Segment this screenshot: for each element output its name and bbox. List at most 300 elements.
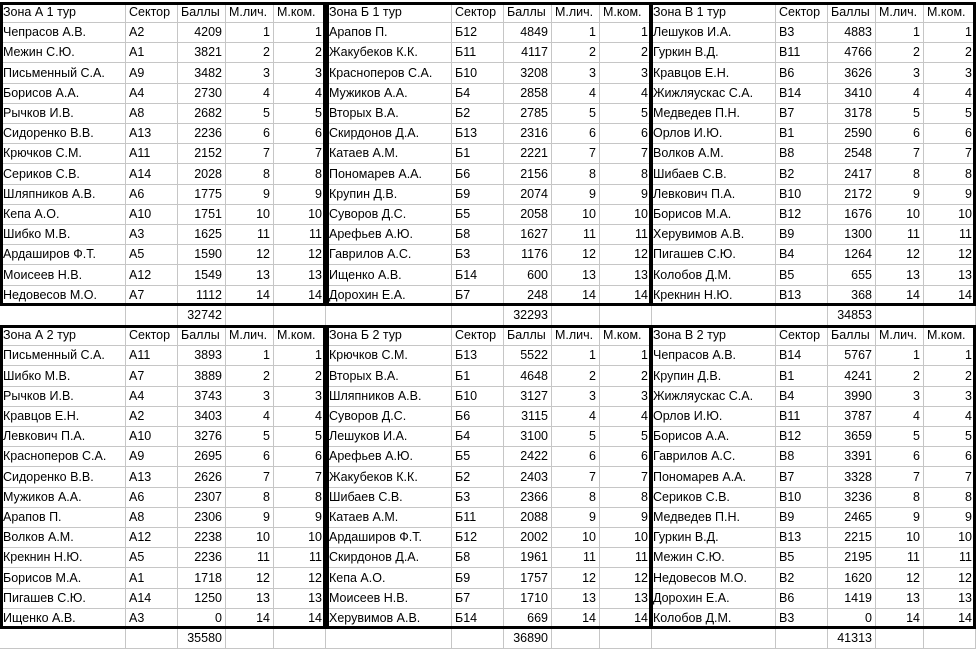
col-header-place-team[interactable]: М.ком. [274, 2, 326, 23]
cell-sector[interactable]: А7 [126, 366, 178, 387]
cell-sector[interactable]: Б6 [452, 164, 504, 185]
cell-score[interactable]: 2221 [504, 143, 552, 164]
cell-name[interactable]: Волков А.М. [0, 527, 126, 548]
cell-place-personal[interactable]: 10 [552, 204, 600, 225]
cell-name[interactable]: Жижляускас С.А. [650, 386, 776, 407]
cell-score[interactable]: 248 [504, 285, 552, 306]
cell-score[interactable]: 3482 [178, 63, 226, 84]
cell-place-personal[interactable]: 11 [226, 224, 274, 245]
cell-place-team[interactable]: 13 [924, 588, 976, 609]
cell-place-team[interactable]: 3 [600, 63, 652, 84]
cell-score[interactable]: 1300 [828, 224, 876, 245]
col-header-place-team[interactable]: М.ком. [274, 325, 326, 346]
empty-cell[interactable] [326, 305, 452, 326]
cell-score[interactable]: 3236 [828, 487, 876, 508]
total-score[interactable]: 34853 [828, 305, 876, 326]
cell-score[interactable]: 2156 [504, 164, 552, 185]
cell-sector[interactable]: Б6 [452, 406, 504, 427]
cell-name[interactable]: Ищенко А.В. [326, 265, 452, 286]
col-header-place-team[interactable]: М.ком. [600, 2, 652, 23]
cell-score[interactable]: 2306 [178, 507, 226, 528]
cell-place-personal[interactable]: 12 [876, 568, 924, 589]
cell-sector[interactable]: А12 [126, 265, 178, 286]
empty-cell[interactable] [600, 305, 652, 326]
cell-place-personal[interactable]: 9 [226, 184, 274, 205]
cell-score[interactable]: 0 [178, 608, 226, 629]
empty-cell[interactable] [0, 305, 126, 326]
cell-name[interactable]: Борисов М.А. [650, 204, 776, 225]
cell-place-personal[interactable]: 10 [552, 527, 600, 548]
cell-sector[interactable]: Б12 [452, 22, 504, 43]
cell-name[interactable]: Шляпников А.В. [326, 386, 452, 407]
cell-sector[interactable]: А1 [126, 42, 178, 63]
cell-score[interactable]: 3115 [504, 406, 552, 427]
cell-place-team[interactable]: 11 [274, 224, 326, 245]
empty-cell[interactable] [452, 305, 504, 326]
cell-place-team[interactable]: 5 [924, 103, 976, 124]
cell-sector[interactable]: А8 [126, 103, 178, 124]
cell-place-personal[interactable]: 14 [552, 608, 600, 629]
cell-place-personal[interactable]: 3 [552, 386, 600, 407]
cell-score[interactable]: 1627 [504, 224, 552, 245]
cell-place-personal[interactable]: 5 [876, 103, 924, 124]
cell-name[interactable]: Жакубеков К.К. [326, 42, 452, 63]
cell-score[interactable]: 4648 [504, 366, 552, 387]
cell-name[interactable]: Кравцов Е.Н. [0, 406, 126, 427]
cell-place-team[interactable]: 12 [600, 244, 652, 265]
cell-name[interactable]: Шибаев С.В. [650, 164, 776, 185]
cell-score[interactable]: 3208 [504, 63, 552, 84]
cell-score[interactable]: 4766 [828, 42, 876, 63]
empty-cell[interactable] [126, 628, 178, 649]
col-header-score[interactable]: Баллы [504, 325, 552, 346]
cell-sector[interactable]: В6 [776, 588, 828, 609]
cell-place-team[interactable]: 7 [600, 143, 652, 164]
cell-place-personal[interactable]: 3 [876, 63, 924, 84]
cell-name[interactable]: Волков А.М. [650, 143, 776, 164]
cell-name[interactable]: Недовесов М.О. [650, 568, 776, 589]
cell-place-team[interactable]: 6 [924, 123, 976, 144]
cell-score[interactable]: 1757 [504, 568, 552, 589]
cell-score[interactable]: 3100 [504, 426, 552, 447]
cell-sector[interactable]: А5 [126, 244, 178, 265]
cell-score[interactable]: 1625 [178, 224, 226, 245]
cell-score[interactable]: 3410 [828, 83, 876, 104]
empty-cell[interactable] [924, 305, 976, 326]
cell-score[interactable]: 2088 [504, 507, 552, 528]
cell-place-personal[interactable]: 13 [552, 588, 600, 609]
cell-place-personal[interactable]: 14 [226, 608, 274, 629]
cell-place-personal[interactable]: 4 [876, 406, 924, 427]
cell-score[interactable]: 1620 [828, 568, 876, 589]
cell-sector[interactable]: В6 [776, 63, 828, 84]
col-header-sector[interactable]: Сектор [126, 2, 178, 23]
cell-name[interactable]: Чепрасов А.В. [650, 345, 776, 366]
cell-place-personal[interactable]: 2 [552, 366, 600, 387]
cell-place-team[interactable]: 2 [274, 366, 326, 387]
cell-score[interactable]: 2172 [828, 184, 876, 205]
cell-place-team[interactable]: 14 [600, 608, 652, 629]
cell-place-team[interactable]: 12 [274, 568, 326, 589]
cell-place-personal[interactable]: 7 [552, 467, 600, 488]
cell-name[interactable]: Борисов А.А. [0, 83, 126, 104]
cell-name[interactable]: Крупин Д.В. [650, 366, 776, 387]
cell-name[interactable]: Орлов И.Ю. [650, 406, 776, 427]
cell-name[interactable]: Шибко М.В. [0, 366, 126, 387]
cell-place-team[interactable]: 12 [924, 568, 976, 589]
cell-score[interactable]: 1590 [178, 244, 226, 265]
cell-name[interactable]: Гаврилов А.С. [650, 446, 776, 467]
cell-score[interactable]: 2858 [504, 83, 552, 104]
empty-cell[interactable] [650, 628, 776, 649]
cell-score[interactable]: 3889 [178, 366, 226, 387]
cell-place-team[interactable]: 1 [600, 22, 652, 43]
cell-name[interactable]: Шибко М.В. [0, 224, 126, 245]
cell-place-team[interactable]: 10 [600, 204, 652, 225]
cell-score[interactable]: 1176 [504, 244, 552, 265]
cell-sector[interactable]: А14 [126, 588, 178, 609]
cell-place-team[interactable]: 10 [274, 527, 326, 548]
cell-place-personal[interactable]: 14 [876, 608, 924, 629]
cell-place-team[interactable]: 6 [600, 446, 652, 467]
cell-name[interactable]: Недовесов М.О. [0, 285, 126, 306]
cell-place-personal[interactable]: 11 [876, 547, 924, 568]
col-header-score[interactable]: Баллы [178, 2, 226, 23]
cell-score[interactable]: 3787 [828, 406, 876, 427]
cell-sector[interactable]: В12 [776, 204, 828, 225]
spreadsheet[interactable] [0, 2, 972, 658]
cell-place-personal[interactable]: 1 [552, 345, 600, 366]
cell-place-team[interactable]: 11 [924, 547, 976, 568]
cell-place-team[interactable]: 10 [924, 527, 976, 548]
cell-score[interactable]: 2422 [504, 446, 552, 467]
cell-place-personal[interactable]: 2 [552, 42, 600, 63]
cell-place-personal[interactable]: 12 [226, 244, 274, 265]
cell-score[interactable]: 655 [828, 265, 876, 286]
empty-cell[interactable] [876, 305, 924, 326]
cell-place-team[interactable]: 9 [274, 184, 326, 205]
cell-sector[interactable]: В11 [776, 406, 828, 427]
cell-name[interactable]: Арефьев А.Ю. [326, 224, 452, 245]
cell-sector[interactable]: Б1 [452, 366, 504, 387]
cell-place-team[interactable]: 11 [274, 547, 326, 568]
cell-name[interactable]: Моисеев Н.В. [0, 265, 126, 286]
cell-score[interactable]: 368 [828, 285, 876, 306]
cell-name[interactable]: Колобов Д.М. [650, 608, 776, 629]
cell-place-personal[interactable]: 7 [226, 143, 274, 164]
cell-sector[interactable]: А11 [126, 345, 178, 366]
cell-sector[interactable]: А14 [126, 164, 178, 185]
cell-place-team[interactable]: 7 [274, 467, 326, 488]
cell-name[interactable]: Дорохин Е.А. [650, 588, 776, 609]
cell-score[interactable]: 2682 [178, 103, 226, 124]
cell-score[interactable]: 669 [504, 608, 552, 629]
cell-place-team[interactable]: 10 [600, 527, 652, 548]
cell-score[interactable]: 2152 [178, 143, 226, 164]
cell-place-team[interactable]: 13 [274, 265, 326, 286]
cell-sector[interactable]: А11 [126, 143, 178, 164]
cell-place-personal[interactable]: 3 [552, 63, 600, 84]
cell-sector[interactable]: В7 [776, 103, 828, 124]
cell-place-team[interactable]: 1 [924, 22, 976, 43]
cell-score[interactable]: 1264 [828, 244, 876, 265]
cell-score[interactable]: 2215 [828, 527, 876, 548]
cell-name[interactable]: Суворов Д.С. [326, 204, 452, 225]
cell-name[interactable]: Пономарев А.А. [326, 164, 452, 185]
cell-place-personal[interactable]: 3 [226, 63, 274, 84]
cell-score[interactable]: 2238 [178, 527, 226, 548]
cell-name[interactable]: Кепа А.О. [0, 204, 126, 225]
cell-sector[interactable]: В4 [776, 386, 828, 407]
cell-place-team[interactable]: 12 [600, 568, 652, 589]
cell-place-personal[interactable]: 12 [226, 568, 274, 589]
cell-place-team[interactable]: 5 [274, 103, 326, 124]
cell-sector[interactable]: А9 [126, 63, 178, 84]
cell-name[interactable]: Крючков С.М. [0, 143, 126, 164]
cell-sector[interactable]: Б7 [452, 588, 504, 609]
cell-place-team[interactable]: 3 [274, 63, 326, 84]
cell-place-personal[interactable]: 10 [226, 204, 274, 225]
cell-sector[interactable]: А10 [126, 426, 178, 447]
cell-score[interactable]: 2785 [504, 103, 552, 124]
cell-score[interactable]: 4117 [504, 42, 552, 63]
cell-sector[interactable]: В4 [776, 244, 828, 265]
cell-name[interactable]: Ищенко А.В. [0, 608, 126, 629]
cell-name[interactable]: Гуркин В.Д. [650, 527, 776, 548]
cell-place-personal[interactable]: 8 [876, 487, 924, 508]
cell-score[interactable]: 3276 [178, 426, 226, 447]
cell-name[interactable]: Крекнин Н.Ю. [0, 547, 126, 568]
cell-score[interactable]: 2307 [178, 487, 226, 508]
cell-name[interactable]: Чепрасов А.В. [0, 22, 126, 43]
cell-place-personal[interactable]: 11 [552, 547, 600, 568]
total-score[interactable]: 35580 [178, 628, 226, 649]
cell-sector[interactable]: А3 [126, 608, 178, 629]
cell-place-personal[interactable]: 6 [226, 123, 274, 144]
cell-place-team[interactable]: 5 [924, 426, 976, 447]
col-header-score[interactable]: Баллы [828, 2, 876, 23]
cell-place-team[interactable]: 4 [600, 83, 652, 104]
cell-name[interactable]: Гаврилов А.С. [326, 244, 452, 265]
cell-place-personal[interactable]: 9 [552, 507, 600, 528]
cell-place-team[interactable]: 14 [924, 608, 976, 629]
cell-place-team[interactable]: 4 [274, 83, 326, 104]
cell-place-personal[interactable]: 13 [226, 265, 274, 286]
cell-name[interactable]: Пигашев С.Ю. [0, 588, 126, 609]
cell-name[interactable]: Херувимов А.В. [650, 224, 776, 245]
cell-place-team[interactable]: 13 [924, 265, 976, 286]
cell-sector[interactable]: В5 [776, 547, 828, 568]
cell-sector[interactable]: Б5 [452, 204, 504, 225]
cell-name[interactable]: Пономарев А.А. [650, 467, 776, 488]
cell-sector[interactable]: В8 [776, 143, 828, 164]
cell-place-personal[interactable]: 2 [226, 366, 274, 387]
cell-place-team[interactable]: 1 [924, 345, 976, 366]
cell-place-team[interactable]: 4 [600, 406, 652, 427]
cell-name[interactable]: Письменный С.А. [0, 63, 126, 84]
cell-sector[interactable]: А10 [126, 204, 178, 225]
cell-name[interactable]: Борисов А.А. [650, 426, 776, 447]
cell-score[interactable]: 2590 [828, 123, 876, 144]
cell-score[interactable]: 1751 [178, 204, 226, 225]
cell-place-team[interactable]: 10 [274, 204, 326, 225]
cell-sector[interactable]: А12 [126, 527, 178, 548]
col-header-place-personal[interactable]: М.лич. [552, 325, 600, 346]
cell-score[interactable]: 4241 [828, 366, 876, 387]
cell-place-team[interactable]: 8 [274, 164, 326, 185]
cell-place-personal[interactable]: 9 [876, 507, 924, 528]
cell-name[interactable]: Медведев П.Н. [650, 507, 776, 528]
cell-place-team[interactable]: 11 [924, 224, 976, 245]
cell-name[interactable]: Сидоренко В.В. [0, 467, 126, 488]
cell-sector[interactable]: В10 [776, 184, 828, 205]
cell-name[interactable]: Пигашев С.Ю. [650, 244, 776, 265]
cell-place-personal[interactable]: 1 [876, 345, 924, 366]
cell-name[interactable]: Рычков И.В. [0, 103, 126, 124]
cell-score[interactable]: 3403 [178, 406, 226, 427]
cell-name[interactable]: Шляпников А.В. [0, 184, 126, 205]
cell-score[interactable]: 1419 [828, 588, 876, 609]
cell-place-team[interactable]: 9 [274, 507, 326, 528]
empty-cell[interactable] [552, 305, 600, 326]
cell-place-personal[interactable]: 2 [876, 42, 924, 63]
cell-name[interactable]: Сериков С.В. [0, 164, 126, 185]
cell-score[interactable]: 3893 [178, 345, 226, 366]
col-header-score[interactable]: Баллы [178, 325, 226, 346]
cell-name[interactable]: Арефьев А.Ю. [326, 446, 452, 467]
cell-name[interactable]: Мужиков А.А. [0, 487, 126, 508]
cell-name[interactable]: Крючков С.М. [326, 345, 452, 366]
col-header-place-personal[interactable]: М.лич. [876, 325, 924, 346]
cell-place-team[interactable]: 14 [924, 285, 976, 306]
cell-place-team[interactable]: 1 [600, 345, 652, 366]
cell-sector[interactable]: В1 [776, 123, 828, 144]
cell-place-team[interactable]: 5 [600, 103, 652, 124]
cell-score[interactable]: 1549 [178, 265, 226, 286]
col-header-name[interactable]: Зона В 2 тур [650, 325, 776, 346]
cell-sector[interactable]: В11 [776, 42, 828, 63]
cell-name[interactable]: Крупин Д.В. [326, 184, 452, 205]
col-header-sector[interactable]: Сектор [776, 2, 828, 23]
cell-place-personal[interactable]: 6 [876, 123, 924, 144]
cell-sector[interactable]: Б13 [452, 123, 504, 144]
cell-name[interactable]: Лешуков И.А. [650, 22, 776, 43]
empty-cell[interactable] [274, 628, 326, 649]
cell-place-team[interactable]: 14 [600, 285, 652, 306]
empty-cell[interactable] [0, 628, 126, 649]
col-header-place-personal[interactable]: М.лич. [226, 325, 274, 346]
cell-score[interactable]: 2465 [828, 507, 876, 528]
cell-sector[interactable]: А3 [126, 224, 178, 245]
cell-place-team[interactable]: 6 [600, 123, 652, 144]
cell-sector[interactable]: Б9 [452, 568, 504, 589]
cell-score[interactable]: 2195 [828, 547, 876, 568]
cell-score[interactable]: 4209 [178, 22, 226, 43]
cell-score[interactable]: 3178 [828, 103, 876, 124]
cell-sector[interactable]: Б2 [452, 467, 504, 488]
cell-place-personal[interactable]: 14 [876, 285, 924, 306]
cell-place-personal[interactable]: 2 [876, 366, 924, 387]
cell-sector[interactable]: Б8 [452, 547, 504, 568]
cell-name[interactable]: Катаев А.М. [326, 143, 452, 164]
col-header-place-personal[interactable]: М.лич. [552, 2, 600, 23]
col-header-score[interactable]: Баллы [504, 2, 552, 23]
cell-name[interactable]: Красноперов С.А. [0, 446, 126, 467]
cell-place-personal[interactable]: 1 [552, 22, 600, 43]
cell-name[interactable]: Сериков С.В. [650, 487, 776, 508]
cell-name[interactable]: Шибаев С.В. [326, 487, 452, 508]
col-header-score[interactable]: Баллы [828, 325, 876, 346]
cell-name[interactable]: Дорохин Е.А. [326, 285, 452, 306]
empty-cell[interactable] [452, 628, 504, 649]
cell-place-team[interactable]: 13 [600, 265, 652, 286]
cell-sector[interactable]: А2 [126, 22, 178, 43]
cell-place-team[interactable]: 4 [274, 406, 326, 427]
cell-score[interactable]: 3626 [828, 63, 876, 84]
cell-sector[interactable]: В10 [776, 487, 828, 508]
cell-score[interactable]: 1775 [178, 184, 226, 205]
cell-name[interactable]: Кравцов Е.Н. [650, 63, 776, 84]
cell-place-team[interactable]: 7 [924, 467, 976, 488]
cell-score[interactable]: 5767 [828, 345, 876, 366]
cell-place-personal[interactable]: 11 [876, 224, 924, 245]
cell-place-personal[interactable]: 5 [552, 426, 600, 447]
cell-score[interactable]: 1676 [828, 204, 876, 225]
cell-place-team[interactable]: 9 [600, 184, 652, 205]
cell-place-personal[interactable]: 10 [876, 527, 924, 548]
cell-name[interactable]: Крекнин Н.Ю. [650, 285, 776, 306]
cell-place-team[interactable]: 3 [600, 386, 652, 407]
cell-sector[interactable]: В13 [776, 285, 828, 306]
cell-score[interactable]: 2316 [504, 123, 552, 144]
cell-place-personal[interactable]: 8 [876, 164, 924, 185]
cell-place-team[interactable]: 14 [274, 608, 326, 629]
cell-score[interactable]: 2366 [504, 487, 552, 508]
cell-name[interactable]: Межин С.Ю. [650, 547, 776, 568]
cell-place-team[interactable]: 2 [924, 366, 976, 387]
cell-sector[interactable]: В5 [776, 265, 828, 286]
cell-name[interactable]: Ардаширов Ф.Т. [326, 527, 452, 548]
cell-sector[interactable]: В7 [776, 467, 828, 488]
cell-place-personal[interactable]: 1 [226, 345, 274, 366]
cell-place-team[interactable]: 13 [600, 588, 652, 609]
cell-place-personal[interactable]: 13 [876, 265, 924, 286]
cell-place-team[interactable]: 11 [600, 224, 652, 245]
cell-place-personal[interactable]: 3 [226, 386, 274, 407]
cell-place-team[interactable]: 7 [274, 143, 326, 164]
cell-place-team[interactable]: 3 [924, 63, 976, 84]
cell-score[interactable]: 3391 [828, 446, 876, 467]
cell-place-personal[interactable]: 4 [876, 83, 924, 104]
cell-sector[interactable]: В3 [776, 22, 828, 43]
cell-sector[interactable]: А4 [126, 386, 178, 407]
cell-name[interactable]: Сидоренко В.В. [0, 123, 126, 144]
cell-sector[interactable]: В9 [776, 507, 828, 528]
cell-place-personal[interactable]: 12 [552, 568, 600, 589]
cell-name[interactable]: Орлов И.Ю. [650, 123, 776, 144]
empty-cell[interactable] [226, 305, 274, 326]
cell-place-personal[interactable]: 7 [876, 467, 924, 488]
cell-place-personal[interactable]: 9 [552, 184, 600, 205]
cell-place-team[interactable]: 4 [924, 406, 976, 427]
cell-sector[interactable]: Б2 [452, 103, 504, 124]
cell-place-team[interactable]: 2 [600, 366, 652, 387]
cell-place-personal[interactable]: 5 [226, 426, 274, 447]
cell-name[interactable]: Левкович П.А. [650, 184, 776, 205]
cell-score[interactable]: 2236 [178, 123, 226, 144]
cell-place-team[interactable]: 4 [924, 83, 976, 104]
cell-score[interactable]: 2417 [828, 164, 876, 185]
